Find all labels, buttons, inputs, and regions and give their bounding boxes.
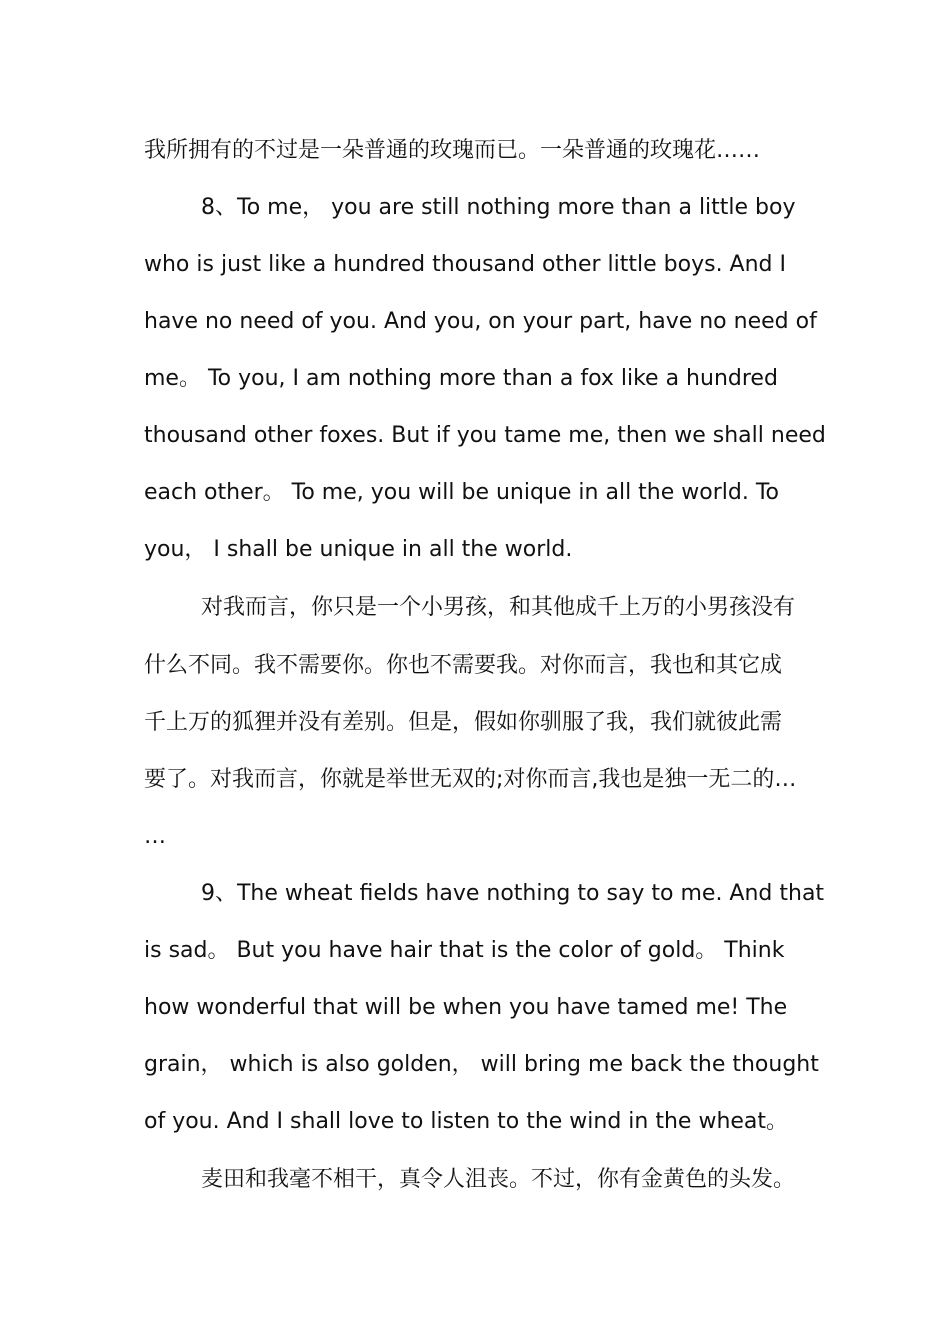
text-line-9: 对我而言，你只是一个小男孩，和其他成千上万的小男孩没有 [201, 595, 796, 620]
text-line-13: … [144, 824, 166, 849]
text-line-18: of you. And I shall love to listen to the wind in the wheat。 [144, 1109, 789, 1134]
text-line-1: 我所拥有的不过是一朵普通的玫瑰而已。一朵普通的玫瑰花…… [144, 138, 761, 163]
text-line-16: how wonderful that will be when you have tamed me! The [144, 995, 788, 1020]
text-line-19: 麦田和我毫不相干，真令人沮丧。不过，你有金黄色的头发。 [201, 1167, 796, 1192]
text-line-3: who is just like a hundred thousand other little boys. And I [144, 252, 786, 277]
text-line-4: have no need of you. And you, on your part, have no need of [144, 309, 817, 334]
text-line-10: 什么不同。我不需要你。你也不需要我。对你而言，我也和其它成 [144, 653, 783, 678]
text-line-15: is sad。 But you have hair that is the color of gold。 Think [144, 938, 785, 963]
text-line-6: thousand other foxes. But if you tame me, then we shall need [144, 423, 826, 448]
text-line-11: 千上万的狐狸并没有差别。但是，假如你驯服了我，我们就彼此需 [144, 710, 783, 735]
text-line-8: you， I shall be unique in all the world. [144, 537, 573, 562]
text-line-17: grain， which is also golden， will bring me back the thought [144, 1052, 819, 1077]
text-line-14: 9、The wheat fields have nothing to say to me. And that [201, 881, 825, 906]
text-line-2: 8、To me， you are still nothing more than a little boy [201, 195, 796, 220]
text-line-12: 要了。对我而言，你就是举世无双的;对你而言,我也是独一无二的… [144, 767, 797, 792]
text-line-5: me。 To you, I am nothing more than a fox like a hundred [144, 366, 778, 391]
text-line-7: each other。 To me, you will be unique in all the world. To [144, 480, 779, 505]
